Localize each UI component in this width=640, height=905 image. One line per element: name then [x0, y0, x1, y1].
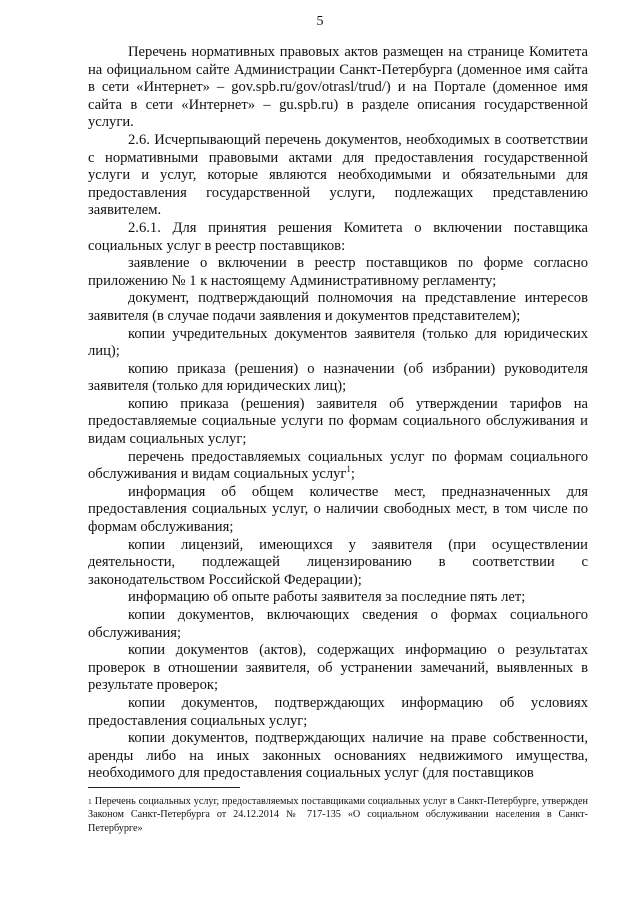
list-item-property-docs: копии документов, подтверждающих наличие на праве собственности, аренды либо на иных законных основаниях недвижимого имущества, необходимого для предоставления социальных услуг (для поставщиков: [88, 730, 588, 782]
services-list-suffix: ;: [350, 466, 355, 483]
list-item-inspection-results: копии документов (актов), содержащих информацию о результатах проверок в отношении заявителя, об устранении замечаний, выявленных в результате проверок;: [88, 642, 588, 694]
list-item-founding-documents: копии учредительных документов заявителя (только для юридических лиц);: [88, 325, 588, 360]
footnote-text: Перечень социальных услуг, предоставляемых поставщиками социальных услуг в Санкт-Петербурге, утвержден Законом Санкт-Петербурга от 24.12.2014 № 717-135 «О социальном обслуживании населения в Санкт-Петербурге»: [88, 796, 588, 834]
document-body: [88, 44, 588, 783]
footnote: [88, 795, 588, 835]
list-item-authority-document: документ, подтверждающий полномочия на представление интересов заявителя (в случае подачи заявления и документов представителем);: [88, 290, 588, 324]
paragraph-regulatory-list-location: Перечень нормативных правовых актов размещен на странице Комитета на официальном сайте Администрации Санкт-Петербурга (доменное имя сайта в сети «Интернет» – gov.spb.ru/gov/otrasl/trud/) и на Портале (доменное имя сайта в сети «Интернет» – gu.spb.ru) в разделе описания государственной услуги.: [88, 44, 588, 131]
list-item-tariff-order: копию приказа (решения) заявителя об утверждении тарифов на предоставляемые социальные услуги по формам социального обслуживания и видам социальных услуг;: [88, 395, 588, 448]
footnote-mark: 1: [88, 797, 92, 806]
page-number: 5: [316, 14, 324, 29]
services-list-text: перечень предоставляемых социальных услуг по формам социального обслуживания и видам социальных услуг: [88, 448, 588, 483]
footnote-divider: [88, 787, 240, 788]
list-item-places-info: информация об общем количестве мест, предназначенных для предоставления социальных услуг, о наличии свободных мест, в том числе по формам обслуживания;: [88, 483, 588, 536]
list-item-head-appointment-order: копию приказа (решения) о назначении (об избрании) руководителя заявителя (только для юридических лиц);: [88, 360, 588, 395]
paragraph-2-6: 2.6. Исчерпывающий перечень документов, необходимых в соответствии с нормативными правовыми актами для предоставления государственной услуги и услуг, которые являются необходимыми и обязательными для предоставления государственной услуги, подлежащих представлению заявителем.: [88, 131, 588, 219]
list-item-licenses: копии лицензий, имеющихся у заявителя (при осуществлении деятельности, подлежащей лицензированию в соответствии с законодательством Российской Федерации);: [88, 536, 588, 588]
footnote-reference[interactable]: 1: [346, 464, 351, 475]
list-item-service-forms-docs: копии документов, включающих сведения о формах социального обслуживания;: [88, 607, 588, 641]
list-item-application: заявление о включении в реестр поставщиков по форме согласно приложению № 1 к настоящему Административному регламенту;: [88, 255, 588, 289]
list-item-experience: информацию об опыте работы заявителя за последние пять лет;: [128, 589, 526, 606]
list-item-services-list: [88, 449, 588, 484]
list-item-conditions-docs: копии документов, подтверждающих информацию об условиях предоставления социальных услуг;: [88, 694, 588, 729]
paragraph-2-6-1: 2.6.1. Для принятия решения Комитета о включении поставщика социальных услуг в реестр поставщиков:: [88, 219, 588, 254]
